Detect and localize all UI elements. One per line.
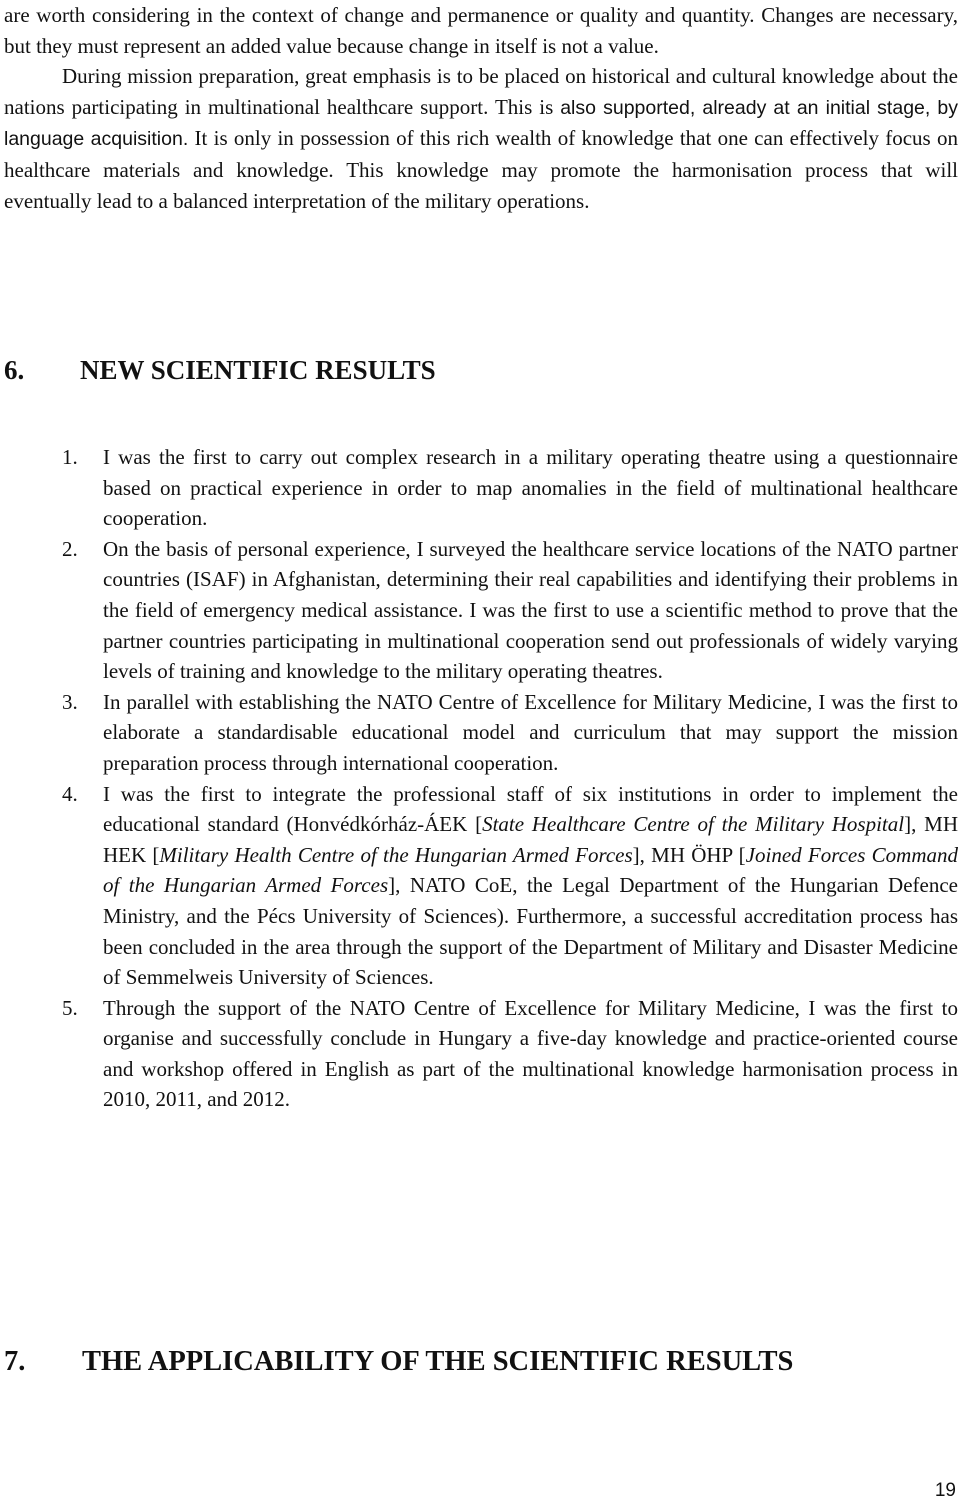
joined-forces-command-name: Joined Forces Command of the Hungarian Armed Forces	[103, 842, 958, 898]
result-text-4	[103, 782, 958, 990]
section-6-title: NEW SCIENTIFIC RESULTS	[80, 355, 436, 385]
result-number-1: 1.	[62, 445, 78, 469]
section-7-title: THE APPLICABILITY OF THE SCIENTIFIC RESULTS	[82, 1346, 794, 1377]
section-6-heading	[4, 354, 436, 386]
language-acquisition-text: also supported, already at an initial stage, by language acquisition.	[4, 96, 959, 151]
result-number-4: 4.	[62, 781, 78, 806]
mission-preparation-paragraph	[4, 61, 958, 216]
result-item-2	[0, 534, 958, 687]
section-7-heading	[4, 1346, 793, 1378]
military-health-centre-name: Military Health Centre of the Hungarian Armed Forces	[159, 842, 633, 867]
result-text-5: Through the support of the NATO Centre of Excellence for Military Medicine, I was the first to organise and successfully conclude in Hungary a five-day knowledge and practice-oriented course and workshop offered in English as part of the multinational knowledge harmonisation process in 2010, 2011, and 2012.	[103, 995, 958, 1112]
result-item-3	[0, 687, 958, 779]
result-text-2: On the basis of personal experience, I surveyed the healthcare service locations of the NATO partner countries (ISAF) in Afghanistan, determining their real capabilities and identifying their problems in the field of emergency medical assistance. I was the first to use a scientific method to prove that the partner countries participating in multinational cooperation send out professionals of widely varying levels of training and knowledge to the military operating theatres.	[103, 536, 958, 684]
result-text-3: In parallel with establishing the NATO Centre of Excellence for Military Medicine, I was the first to elaborate a standardisable educational model and curriculum that may support the mission preparation process through international cooperation.	[103, 689, 958, 775]
page-number: 19	[934, 1480, 956, 1501]
result-number-2: 2.	[62, 536, 78, 561]
result-item-1	[0, 442, 958, 534]
section-6-number: 6.	[4, 355, 25, 385]
result-text-1: I was the first to carry out complex research in a military operating theatre using a questionnaire based on practical experience in order to map anomalies in the field of multinational healthcare cooperation.	[103, 445, 958, 531]
intro-text	[4, 0, 958, 216]
mission-preparation-text: During mission preparation, great emphasis is to be placed on historical and cultural knowledge about the nations participating in multinational healthcare support. This is	[4, 64, 958, 119]
result-item-4	[0, 779, 958, 993]
result-number-3: 3.	[62, 689, 78, 714]
result-4-text-part-3: ], MH ÖHP [	[632, 842, 746, 867]
result-item-5	[0, 993, 958, 1115]
result-4-text-part-1: I was the first to integrate the professional staff of six institutions in order to implement the educational standard (Honvédkórház-ÁEK [	[103, 781, 958, 837]
result-number-5: 5.	[62, 995, 78, 1020]
scientific-results-list	[0, 442, 958, 1115]
section-7-number: 7.	[4, 1346, 26, 1377]
state-healthcare-centre-name: State Healthcare Centre of the Military Hospital	[482, 812, 905, 837]
result-4-text-part-4: ], NATO CoE, the Legal Department of the Hungarian Defence Ministry, and the Pécs University of Sciences). Furthermore, a successful accreditation process has been concluded in the area through the support of the Department of Military and Disaster Medicine of Semmelweis University of Sciences.	[103, 873, 958, 990]
knowledge-harmonisation-text: It is only in possession of this rich wealth of knowledge that one can effectively focus on healthcare materials and knowledge. This knowledge may promote the harmonisation process that will eventually lead to a balanced interpretation of the military operations.	[4, 126, 958, 213]
intro-continuation-paragraph: are worth considering in the context of change and permanence or quality and quantity. Changes are necessary, but they must represent an added value because change in itself is not a value.	[4, 3, 958, 58]
result-4-text-part-2: ], MH HEK [	[103, 812, 958, 867]
